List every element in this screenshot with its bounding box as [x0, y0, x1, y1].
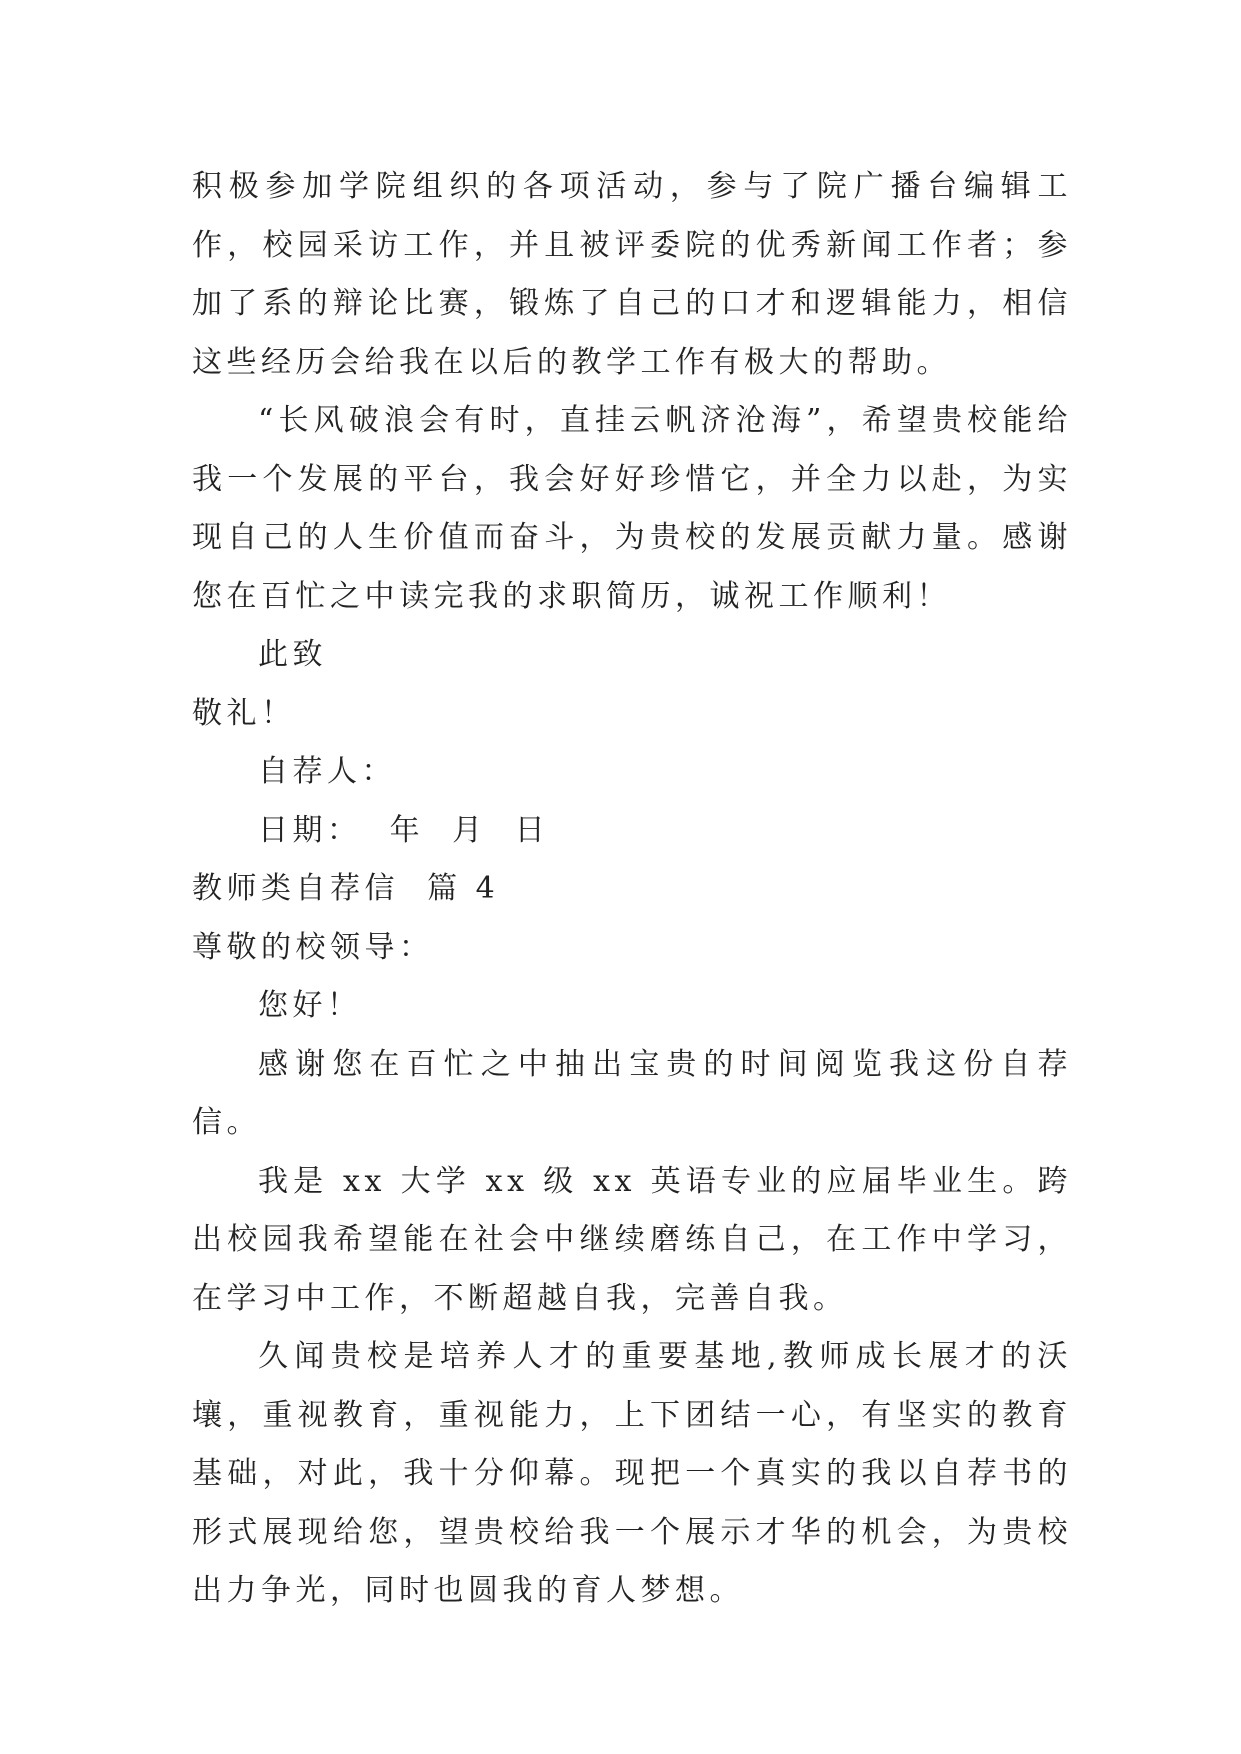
paragraph-thanks: 感谢您在百忙之中抽出宝贵的时间阅览我这份自荐信。	[192, 1046, 1072, 1140]
paragraph-introduction: 我是 xx 大学 xx 级 xx 英语专业的应届毕业生。跨出校园我希望能在社会中继续磨练自己，在工作中学习，在学习中工作，不断超越自我，完善自我。	[192, 1163, 1072, 1316]
paragraph-activities: 积极参加学院组织的各项活动，参与了院广播台编辑工作，校园采访工作，并且被评委院的优秀新闻工作者；参加了系的辩论比赛，锻炼了自己的口才和逻辑能力，相信这些经历会给我在以后的教学工作有极大的帮助。	[192, 169, 1072, 380]
closing-regards: 敬礼！	[192, 695, 296, 731]
signature-date-line: 日期： 年 月 日	[258, 812, 550, 848]
paragraph-school-admiration: 久闻贵校是培养人才的重要基地,教师成长展才的沃壤，重视教育，重视能力，上下团结一心，有坚实的教育基础，对此，我十分仰幕。现把一个真实的我以自荐书的形式展现给您，望贵校给我一个展示才华的机会，为贵校出力争光，同时也圆我的育人梦想。	[192, 1339, 1072, 1608]
greeting-hello: 您好！	[258, 988, 362, 1023]
document-body	[192, 158, 1072, 1621]
section-heading: 教师类自荐信 篇 4	[192, 871, 500, 906]
greeting-recipient: 尊敬的校领导：	[192, 929, 434, 965]
closing-salutation: 此致	[258, 637, 327, 672]
signature-name-line: 自荐人：	[258, 754, 396, 789]
paragraph-aspiration: “长风破浪会有时，直挂云帆济沧海”，希望贵校能给我一个发展的平台，我会好好珍惜它，并全力以赴，为实现自己的人生价值而奋斗，为贵校的发展贡献力量。感谢您在百忙之中读完我的求职简历，诚祝工作顺利！	[192, 403, 1072, 614]
